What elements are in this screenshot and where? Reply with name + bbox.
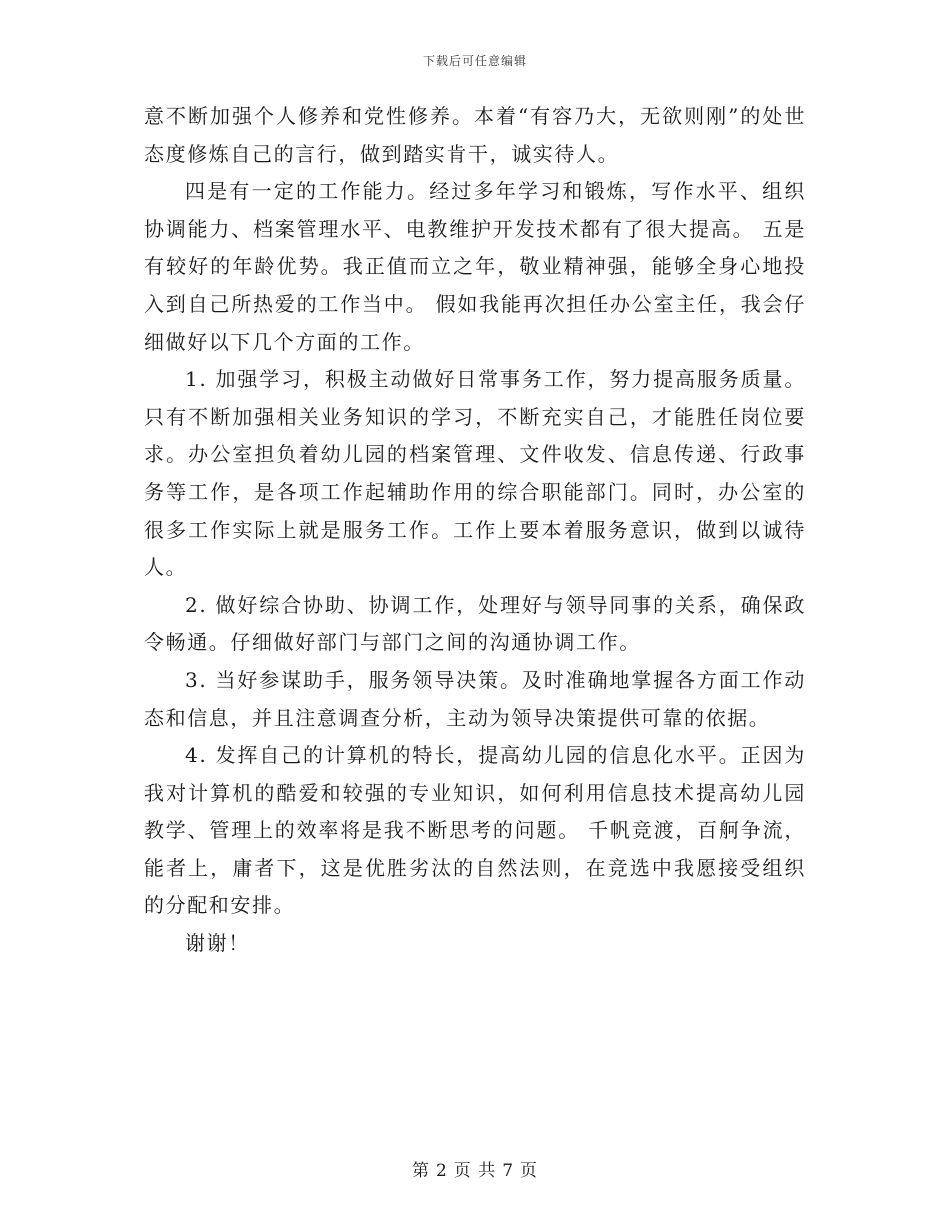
footer-middle: 页 共 — [453, 1161, 497, 1181]
paragraph-item-4: 4. 发挥自己的计算机的特长，提高幼儿园的信息化水平。正因为我对计算机的酷爱和较强的专业知识，如何利用信息技术提高幼儿园教学、管理上的效率将是我不断思考的问题。 千帆竞渡，百舸争流，能者上，庸者下，这是优胜劣汰的自然法则，在竞选中我愿接受组织的分配和安排。 — [144, 743, 806, 918]
footer-page-number: 2 — [435, 1161, 448, 1181]
paragraph-thanks: 谢谢！ — [185, 931, 250, 956]
footer-prefix: 第 — [411, 1161, 430, 1181]
paragraph-item-2: 2. 做好综合协助、协调工作，处理好与领导同事的关系，确保政令畅通。仔细做好部门与部门之间的沟通协调工作。 — [144, 592, 806, 655]
paragraph-item-1: 1. 加强学习，积极主动做好日常事务工作，努力提高服务质量。只有不断加强相关业务知识的学习，不断充实自己，才能胜任岗位要求。办公室担负着幼儿园的档案管理、文件收发、信息传递、行政事务等工作，是各项工作起辅助作用的综合职能部门。同时，办公室的很多工作实际上就是服务工作。工作上要本着服务意识，做到以诚待人。 — [144, 367, 806, 580]
paragraph-item-3: 3. 当好参谋助手，服务领导决策。及时准确地掌握各方面工作动态和信息，并且注意调查分析，主动为领导决策提供可靠的依据。 — [144, 667, 806, 730]
document-body — [144, 98, 806, 963]
footer-suffix: 页 — [520, 1161, 539, 1181]
page-header: 下载后可任意编辑 — [422, 54, 527, 68]
paragraph-continuation: 意不断加强个人修养和党性修养。本着“有容乃大，无欲则刚”的处世态度修炼自己的言行，做到踏实肯干，诚实待人。 — [144, 104, 806, 166]
paragraph-work-ability: 四是有一定的工作能力。经过多年学习和锻炼，写作水平、组织协调能力、档案管理水平、电教维护开发技术都有了很大提高。 五是有较好的年龄优势。我正值而立之年，敬业精神强，能够全身心地投入到自己所热爱的工作当中。 假如我能再次担任办公室主任，我会仔细做好以下几个方面的工作。 — [144, 179, 806, 354]
footer-total-pages: 7 — [502, 1161, 515, 1181]
page-footer — [0, 1156, 950, 1181]
